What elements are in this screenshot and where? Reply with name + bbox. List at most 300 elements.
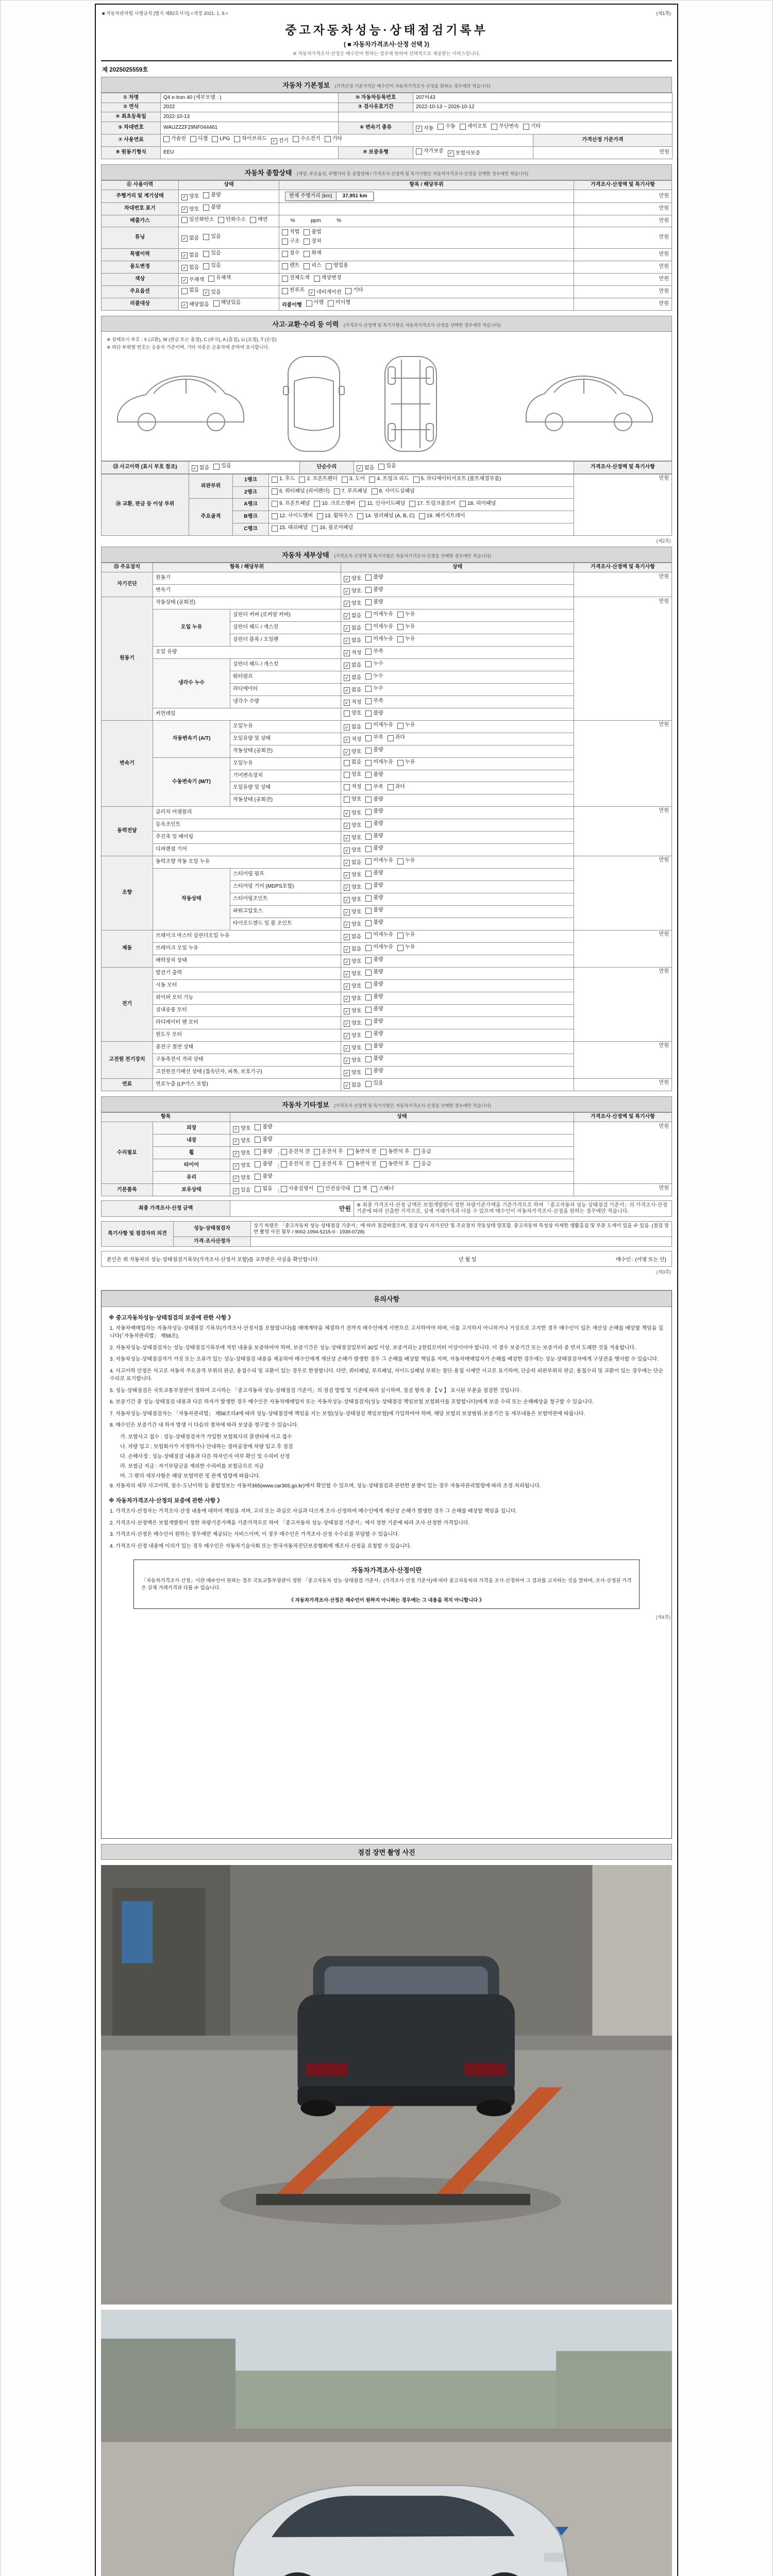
checkbox-일산화탄소[interactable] bbox=[181, 217, 214, 224]
checkbox-14. 필러패널 (A, B, C)[interactable] bbox=[357, 513, 414, 520]
checkbox-12. 사이드멤버[interactable] bbox=[272, 513, 313, 520]
checkbox-양호[interactable] bbox=[344, 810, 361, 817]
checkbox-box bbox=[365, 994, 372, 1001]
notice-title: 유의사항 bbox=[102, 1291, 671, 1307]
checkbox-적법[interactable] bbox=[282, 229, 299, 236]
checkbox-box bbox=[365, 933, 372, 939]
checkbox-양호[interactable] bbox=[344, 996, 361, 1003]
checkbox-box bbox=[347, 1149, 354, 1155]
checkbox-누유[interactable] bbox=[397, 932, 415, 939]
checkbox-구조[interactable] bbox=[282, 239, 299, 245]
checkbox-label: 유채색 bbox=[215, 275, 231, 281]
checkbox-있음[interactable] bbox=[213, 463, 231, 470]
notice-item: 1. 가격조사·산정자는 가격조사·산정 내용에 대하여 책임을 지며, 고의 또는 과실로 사실과 다르게 조사·산정하여 매수인에게 재산상 손해가 발생한 경우 그 손해를 배상할 책임을 집니다. bbox=[110, 1509, 517, 1514]
checkbox-box bbox=[272, 501, 278, 507]
checkbox-label: 수동 bbox=[445, 124, 456, 129]
checkbox-box bbox=[272, 513, 278, 519]
checkbox-LPG[interactable] bbox=[212, 136, 230, 143]
checkbox-box: ✓ bbox=[344, 638, 350, 644]
checkbox-양호[interactable] bbox=[344, 909, 361, 916]
checkbox-불량[interactable] bbox=[255, 1161, 272, 1168]
checkbox-색상변경[interactable] bbox=[314, 275, 342, 282]
checkbox-label: 과다 bbox=[395, 735, 405, 741]
sub-item-label: 스티어링 펌프 bbox=[230, 868, 341, 880]
checkbox-label: 누유 bbox=[405, 944, 415, 951]
checkbox-box bbox=[365, 858, 372, 865]
checkbox-불법[interactable] bbox=[304, 229, 321, 236]
checkbox-label: 없음 bbox=[351, 638, 362, 643]
checkbox-양호[interactable] bbox=[344, 1045, 361, 1052]
checkbox-양호[interactable] bbox=[344, 897, 361, 904]
checkbox-기타[interactable] bbox=[325, 136, 342, 143]
checkbox-불량[interactable] bbox=[365, 870, 383, 877]
checkbox-불량[interactable] bbox=[365, 599, 383, 606]
checkbox-기타[interactable] bbox=[345, 287, 363, 294]
checkbox-있음[interactable] bbox=[378, 463, 396, 470]
checkbox-적정[interactable] bbox=[344, 737, 361, 743]
checkbox-17. 트렁크플로어[interactable] bbox=[409, 501, 456, 507]
checkbox-label: 불량 bbox=[211, 205, 221, 210]
col-price: 가격조사·산정액 및 특기사항 bbox=[574, 1112, 672, 1122]
state-cell bbox=[341, 806, 574, 819]
checkbox-불량[interactable] bbox=[365, 907, 383, 914]
checkbox-box: ✓ bbox=[344, 946, 350, 953]
checkbox-19. 패키지트레이[interactable] bbox=[419, 513, 465, 520]
price-cell: 만원 bbox=[574, 227, 672, 249]
checkbox-box: ✓ bbox=[344, 724, 350, 731]
checkbox-네비게이션[interactable] bbox=[309, 290, 341, 296]
checkbox-있음[interactable] bbox=[203, 250, 221, 257]
checkbox-불량[interactable] bbox=[365, 1031, 383, 1038]
detail-cell bbox=[279, 248, 574, 261]
checkbox-수소전기[interactable] bbox=[293, 136, 321, 143]
checkbox-양호[interactable] bbox=[233, 1126, 250, 1132]
checkbox-양호[interactable] bbox=[344, 823, 361, 829]
checkbox-과다[interactable] bbox=[388, 735, 405, 741]
checkbox-불량[interactable] bbox=[365, 821, 383, 827]
checkbox-label: 있음 bbox=[241, 1188, 251, 1194]
checkbox-누유[interactable] bbox=[397, 636, 415, 643]
checkbox-없음[interactable] bbox=[344, 613, 361, 620]
checkbox-무채색[interactable] bbox=[181, 277, 204, 284]
checkbox-부족[interactable] bbox=[365, 784, 383, 791]
checkbox-불량[interactable] bbox=[365, 957, 383, 963]
checkbox-양호[interactable] bbox=[344, 848, 361, 854]
exchange-panel-table bbox=[101, 474, 672, 536]
checkbox-응급[interactable] bbox=[414, 1161, 431, 1168]
checkbox-label: 없음 bbox=[189, 252, 199, 258]
checkbox-box bbox=[460, 124, 466, 130]
checkbox-1. 후드[interactable] bbox=[272, 476, 295, 483]
checkbox-불량[interactable] bbox=[203, 205, 221, 211]
checkbox-없음[interactable] bbox=[344, 759, 361, 766]
checkbox-불량[interactable] bbox=[365, 994, 383, 1001]
sub-item-label: 실린더 헤드 / 개스킷 bbox=[230, 659, 341, 671]
checkbox-label: 안전삼각대 bbox=[325, 1185, 350, 1192]
checkbox-해당없음[interactable] bbox=[181, 302, 209, 309]
checkbox-16. 플로어패널[interactable] bbox=[312, 525, 353, 532]
checkbox-누유[interactable] bbox=[397, 858, 415, 865]
state-cell bbox=[341, 930, 574, 942]
checkbox-box: ✓ bbox=[344, 909, 350, 916]
checkbox-label: 리스 bbox=[311, 263, 322, 269]
checkbox-없음[interactable] bbox=[344, 675, 361, 682]
checkbox-불량[interactable] bbox=[365, 574, 383, 581]
table-row bbox=[102, 856, 672, 868]
checkbox-label: 동반석 후 bbox=[388, 1161, 410, 1167]
checkbox-부족[interactable] bbox=[365, 649, 383, 655]
checkbox-label: 19. 패키지트레이 bbox=[426, 513, 465, 519]
checkbox-불량[interactable] bbox=[255, 1124, 272, 1131]
checkbox-불량[interactable] bbox=[365, 710, 383, 717]
table-row bbox=[102, 285, 672, 298]
table-row bbox=[102, 597, 672, 609]
checkbox-미세누유[interactable] bbox=[365, 944, 393, 951]
checkbox-보험사보증[interactable] bbox=[448, 150, 480, 157]
checkbox-양호[interactable] bbox=[344, 601, 361, 607]
checkbox-없음[interactable] bbox=[344, 687, 361, 694]
checkbox-자동[interactable] bbox=[416, 126, 433, 132]
checkbox-불량[interactable] bbox=[365, 920, 383, 926]
checkbox-전기[interactable] bbox=[271, 138, 289, 145]
checkbox-누유[interactable] bbox=[397, 612, 415, 618]
checkbox-누유[interactable] bbox=[397, 722, 415, 729]
price-appraisal-definition-box bbox=[133, 1560, 639, 1609]
checkbox-label: 동반석 전 bbox=[355, 1161, 377, 1167]
section-misc-title: 자동차 기타정보 bbox=[282, 1100, 329, 1109]
checkbox-세미오토[interactable] bbox=[460, 124, 488, 130]
checkbox-box bbox=[365, 834, 372, 840]
checkbox-전체도색[interactable] bbox=[282, 275, 310, 282]
checkbox-양호[interactable] bbox=[344, 749, 361, 756]
checkbox-없음[interactable] bbox=[181, 265, 199, 272]
checkbox-없음[interactable] bbox=[344, 860, 361, 867]
checkbox-label: 운전석 전 bbox=[288, 1148, 310, 1155]
checkbox-양호[interactable] bbox=[181, 194, 199, 200]
checkbox-양호[interactable] bbox=[344, 872, 361, 879]
checkbox-15. 대쉬패널[interactable] bbox=[272, 525, 308, 532]
checkbox-동반석 전[interactable] bbox=[347, 1161, 376, 1168]
checkbox-없음[interactable] bbox=[192, 465, 209, 472]
checkbox-없음[interactable] bbox=[344, 663, 361, 669]
notice-item: 6. 보증기간 중 성능·상태점검 내용과 다른 하자가 발생한 경우 매수인은 자동차매매업자 또는 자동차성능·상태점검자(성능·상태점검 책임보험 보험회사를 포함합니다)에게 보증 수리 또는 손해배상을 청구할 수 있습니다. bbox=[110, 1399, 594, 1405]
checkbox-양호[interactable] bbox=[344, 835, 361, 842]
checkbox-box bbox=[255, 1161, 261, 1167]
checkbox-box: ✓ bbox=[344, 971, 350, 977]
checkbox-운전석 전[interactable] bbox=[281, 1161, 310, 1168]
checkbox-label: 양호 bbox=[241, 1138, 251, 1144]
checkbox-썬루프[interactable] bbox=[282, 287, 305, 294]
checkbox-렌트[interactable] bbox=[282, 263, 299, 269]
checkbox-영업용[interactable] bbox=[326, 263, 348, 269]
checkbox-운전석 후[interactable] bbox=[314, 1161, 343, 1168]
checkbox-불량[interactable] bbox=[365, 587, 383, 594]
checkbox-box bbox=[416, 148, 422, 155]
rank-label: 2랭크 bbox=[233, 486, 269, 499]
odometer-value: 37,951 km bbox=[342, 193, 367, 199]
notice-item: 3. 가격조사·산정은 매수인이 원하는 경우에만 제공되는 서비스이며, 이 경우 매수인은 가격조사·산정 수수료를 부담할 수 있습니다. bbox=[110, 1532, 399, 1537]
checkbox-box: ✓ bbox=[344, 1008, 350, 1014]
checkbox-있음[interactable] bbox=[203, 234, 221, 241]
checkbox-없음[interactable] bbox=[344, 1082, 361, 1089]
checkbox-box bbox=[344, 760, 350, 766]
checkbox-하이브리드[interactable] bbox=[234, 136, 266, 143]
checkbox-미이행[interactable] bbox=[328, 300, 350, 307]
checkbox-box bbox=[380, 1149, 386, 1155]
checkbox-과다[interactable] bbox=[388, 784, 405, 791]
checkbox-누수[interactable] bbox=[365, 661, 383, 668]
checkbox-8. 사이드실패널[interactable] bbox=[372, 488, 415, 495]
checkbox-누유[interactable] bbox=[397, 624, 415, 631]
detail-cell bbox=[279, 273, 574, 285]
checkbox-잭[interactable] bbox=[354, 1186, 367, 1193]
checkbox-양호[interactable] bbox=[344, 710, 361, 717]
checkbox-label: 불량 bbox=[211, 192, 221, 198]
state-cell bbox=[230, 1172, 574, 1184]
checkbox-양호[interactable] bbox=[344, 1008, 361, 1015]
checkbox-적정[interactable] bbox=[344, 784, 361, 791]
checkbox-없음[interactable] bbox=[344, 946, 361, 953]
checkbox-없음[interactable] bbox=[344, 625, 361, 632]
checkbox-적정[interactable] bbox=[344, 700, 361, 706]
checkbox-6. 쿼터패널 (리어펜더)[interactable] bbox=[272, 488, 330, 495]
checkbox-미세누유[interactable] bbox=[365, 759, 393, 766]
checkbox-양호[interactable] bbox=[344, 885, 361, 891]
checkbox-5. 라디에이터서포트 (볼트체결부품)[interactable] bbox=[413, 476, 501, 483]
checkbox-label: 있음 bbox=[221, 463, 231, 469]
checkbox-양호[interactable] bbox=[344, 1070, 361, 1077]
year-label: ② 연식 bbox=[102, 103, 161, 112]
checkbox-box bbox=[365, 723, 372, 729]
checkbox-box bbox=[357, 513, 363, 519]
checkbox-9. 프론트패널[interactable] bbox=[272, 501, 310, 507]
checkbox-유채색[interactable] bbox=[208, 275, 231, 282]
checkbox-운전석 전[interactable] bbox=[281, 1149, 310, 1156]
checkbox-양호[interactable] bbox=[344, 1021, 361, 1027]
checkbox-동반석 전[interactable] bbox=[347, 1149, 376, 1156]
checkbox-불량[interactable] bbox=[365, 808, 383, 815]
checkbox-누수[interactable] bbox=[365, 686, 383, 692]
checkbox-불량[interactable] bbox=[365, 969, 383, 976]
checkbox-10. 크로스멤버[interactable] bbox=[314, 501, 355, 507]
checkbox-box bbox=[414, 1149, 420, 1155]
item-label: 추진축 및 베어링 bbox=[153, 831, 341, 843]
checkbox-불량[interactable] bbox=[365, 1056, 383, 1062]
checkbox-누유[interactable] bbox=[397, 944, 415, 951]
checkbox-운전석 후[interactable] bbox=[314, 1149, 343, 1156]
checkbox-불량[interactable] bbox=[365, 833, 383, 840]
first-reg-value: 2022-10-13 bbox=[161, 112, 339, 122]
checkbox-불량[interactable] bbox=[365, 772, 383, 778]
checkbox-매연[interactable] bbox=[250, 217, 267, 224]
checkbox-box bbox=[314, 1149, 320, 1155]
checkbox-장치[interactable] bbox=[304, 239, 321, 245]
checkbox-불량[interactable] bbox=[365, 1068, 383, 1075]
checkbox-불량[interactable] bbox=[365, 1043, 383, 1050]
rank-items bbox=[269, 523, 574, 535]
checkbox-box bbox=[250, 217, 256, 223]
checkbox-양호[interactable] bbox=[233, 1150, 250, 1157]
checkbox-불량[interactable] bbox=[365, 883, 383, 889]
checkbox-양호[interactable] bbox=[344, 922, 361, 928]
checkbox-탄화수소[interactable] bbox=[218, 217, 246, 224]
checkbox-양호[interactable] bbox=[344, 772, 361, 778]
checkbox-label: 양호 bbox=[351, 601, 362, 606]
checkbox-불량[interactable] bbox=[255, 1149, 272, 1156]
checkbox-없음[interactable] bbox=[344, 724, 361, 731]
checkbox-불량[interactable] bbox=[365, 895, 383, 902]
table-row bbox=[102, 720, 672, 733]
checkbox-7. 루프패널[interactable] bbox=[334, 488, 367, 495]
checkbox-사용설명서[interactable] bbox=[281, 1186, 313, 1193]
checkbox-누수[interactable] bbox=[365, 673, 383, 680]
checkbox-box: ✓ bbox=[344, 897, 350, 903]
state-cell bbox=[341, 918, 574, 930]
transmission-options bbox=[413, 122, 673, 134]
checkbox-양호[interactable] bbox=[344, 984, 361, 990]
checkbox-부족[interactable] bbox=[365, 698, 383, 705]
checkbox-불량[interactable] bbox=[365, 747, 383, 754]
checkbox-불량[interactable] bbox=[365, 1019, 383, 1025]
checkbox-미세누유[interactable] bbox=[365, 636, 393, 643]
state-cell bbox=[341, 671, 574, 684]
checkbox-응급[interactable] bbox=[414, 1149, 431, 1156]
checkbox-3. 도어[interactable] bbox=[342, 476, 365, 483]
checkbox-없음[interactable] bbox=[357, 465, 374, 472]
checkbox-동반석 후[interactable] bbox=[380, 1161, 409, 1168]
checkbox-기타[interactable] bbox=[523, 124, 541, 130]
checkbox-box bbox=[314, 1161, 320, 1167]
checkbox-box bbox=[317, 1186, 324, 1192]
checkbox-미세누유[interactable] bbox=[365, 858, 393, 865]
checkbox-label: 불량 bbox=[373, 1068, 383, 1074]
checkbox-box bbox=[181, 288, 188, 294]
checkbox-동반석 후[interactable] bbox=[380, 1149, 409, 1156]
checkbox-없음[interactable] bbox=[181, 287, 199, 294]
checkbox-없음[interactable] bbox=[181, 252, 199, 259]
checkbox-가솔린[interactable] bbox=[163, 136, 186, 143]
document-number: 제 2025025559호 bbox=[102, 67, 148, 73]
checkbox-있음[interactable] bbox=[365, 1080, 383, 1087]
checkbox-해당있음[interactable] bbox=[213, 300, 241, 307]
checkbox-13. 휠하우스[interactable] bbox=[317, 513, 353, 520]
checkbox-4. 트렁크 리드[interactable] bbox=[369, 476, 409, 483]
checkbox-있음[interactable] bbox=[203, 263, 221, 269]
checkbox-label: 있음 bbox=[211, 289, 221, 295]
checkbox-불량[interactable] bbox=[255, 1174, 272, 1180]
checkbox-양호[interactable] bbox=[233, 1175, 250, 1182]
item-label: 자동변속기 (A/T) bbox=[153, 720, 230, 757]
checkbox-이행[interactable] bbox=[306, 300, 324, 307]
checkbox-양호[interactable] bbox=[344, 796, 361, 803]
state-cell bbox=[341, 893, 574, 905]
checkbox-양호[interactable] bbox=[233, 1163, 250, 1170]
empty-cell bbox=[339, 112, 673, 122]
checkbox-양호[interactable] bbox=[233, 1138, 250, 1145]
extra-separator: | bbox=[276, 1151, 281, 1157]
checkbox-누유[interactable] bbox=[397, 759, 415, 766]
checkbox-label: 적정 bbox=[351, 736, 362, 742]
detail-text: % ppm % bbox=[282, 217, 342, 224]
final-price-label: 최종 가격조사·산정 금액 bbox=[102, 1201, 230, 1217]
checkbox-부족[interactable] bbox=[365, 735, 383, 741]
checkbox-무단변속[interactable] bbox=[491, 124, 519, 130]
checkbox-없음[interactable] bbox=[344, 934, 361, 941]
notice-item: 8. 매수인은 보증기간 내 하자 발생 시 다음의 절차에 따라 보상을 청구할 수 있습니다. bbox=[110, 1422, 299, 1428]
checkbox-미세누유[interactable] bbox=[365, 722, 393, 729]
table-row bbox=[102, 1222, 672, 1237]
checkbox-양호[interactable] bbox=[181, 207, 199, 213]
notice-item: 4. 사고이력 인정은 사고로 자동차 주요골격 부위의 판금, 용접수리 및 교환이 있는 경우로 한정합니다. 다만, 쿼터패널, 루프패널, 사이드실패널 부위는 절단·용접 시에만 사고로 표기하며, 단순히 외판부위의 판금, 용접수리 및 교환이 있는 경우에는 단순수리로 표기합니다. bbox=[110, 1368, 663, 1382]
checkbox-양호[interactable] bbox=[344, 576, 361, 583]
checkbox-label: 17. 트렁크플로어 bbox=[417, 500, 456, 506]
checkbox-label: 부족 bbox=[373, 784, 383, 790]
checkbox-11. 인사이드패널[interactable] bbox=[359, 501, 405, 507]
checkbox-안전삼각대[interactable] bbox=[317, 1186, 350, 1193]
checkbox-label: 양호 bbox=[351, 909, 362, 915]
checkbox-자가보증[interactable] bbox=[416, 148, 444, 155]
checkbox-스패너[interactable] bbox=[371, 1186, 394, 1193]
checkbox-디젤[interactable] bbox=[190, 136, 208, 143]
checkbox-box: ✓ bbox=[344, 700, 350, 706]
checkbox-불량[interactable] bbox=[365, 845, 383, 852]
checkbox-양호[interactable] bbox=[344, 588, 361, 595]
checkbox-불량[interactable] bbox=[255, 1137, 272, 1143]
checkbox-양호[interactable] bbox=[344, 1058, 361, 1064]
checkbox-label: 양호 bbox=[351, 576, 362, 582]
checkbox-양호[interactable] bbox=[344, 959, 361, 965]
checkbox-있음[interactable] bbox=[203, 290, 221, 296]
checkbox-없음[interactable] bbox=[181, 235, 199, 242]
accident-history-label: ⑬ 사고이력 (표시 부호 참조) bbox=[102, 461, 189, 473]
checkbox-18. 리어패널[interactable] bbox=[460, 501, 496, 507]
checkbox-box bbox=[347, 1161, 354, 1167]
checkbox-불량[interactable] bbox=[365, 981, 383, 988]
checkbox-box bbox=[371, 1186, 377, 1192]
checkbox-미세누유[interactable] bbox=[365, 624, 393, 631]
checkbox-label: 양호 bbox=[351, 983, 362, 989]
section-photos-title: 점검 장면 촬영 사진 bbox=[358, 1848, 415, 1856]
state-cell bbox=[341, 905, 574, 918]
item-label: 배력장치 상태 bbox=[153, 955, 341, 967]
checkbox-침수[interactable] bbox=[282, 250, 299, 257]
section-misc-header bbox=[101, 1096, 672, 1112]
checkbox-box: ✓ bbox=[203, 290, 209, 296]
checkbox-2. 프론트펜더[interactable] bbox=[299, 476, 337, 483]
notice-subtitle-2: ※ 자동차가격조사·산정의 보증에 관한 사항 》 bbox=[109, 1498, 223, 1504]
checkbox-없음[interactable] bbox=[344, 638, 361, 645]
checkbox-불량[interactable] bbox=[365, 796, 383, 803]
checkbox-box bbox=[282, 263, 288, 269]
page-marker-3: (제3쪽) bbox=[656, 1269, 671, 1275]
checkbox-불량[interactable] bbox=[203, 192, 221, 199]
detail-cell bbox=[279, 202, 574, 215]
checkbox-미세누유[interactable] bbox=[365, 612, 393, 618]
checkbox-있음[interactable] bbox=[233, 1188, 250, 1194]
checkbox-양호[interactable] bbox=[344, 1033, 361, 1040]
document-subtitle-note: ※ 자동차가격조사·산정은 매수인이 원하는 경우에 한하여 선택적으로 제공받는 서비스입니다. bbox=[293, 51, 480, 56]
checkbox-box: ✓ bbox=[344, 749, 350, 755]
checkbox-적정[interactable] bbox=[344, 650, 361, 657]
checkbox-리스[interactable] bbox=[304, 263, 321, 269]
checkbox-없음[interactable] bbox=[255, 1186, 272, 1193]
checkbox-미세누유[interactable] bbox=[365, 932, 393, 939]
checkbox-box: ✓ bbox=[344, 625, 350, 632]
checkbox-불량[interactable] bbox=[365, 1006, 383, 1013]
checkbox-화재[interactable] bbox=[304, 250, 321, 257]
checkbox-수동[interactable] bbox=[438, 124, 455, 130]
checkbox-양호[interactable] bbox=[344, 971, 361, 978]
